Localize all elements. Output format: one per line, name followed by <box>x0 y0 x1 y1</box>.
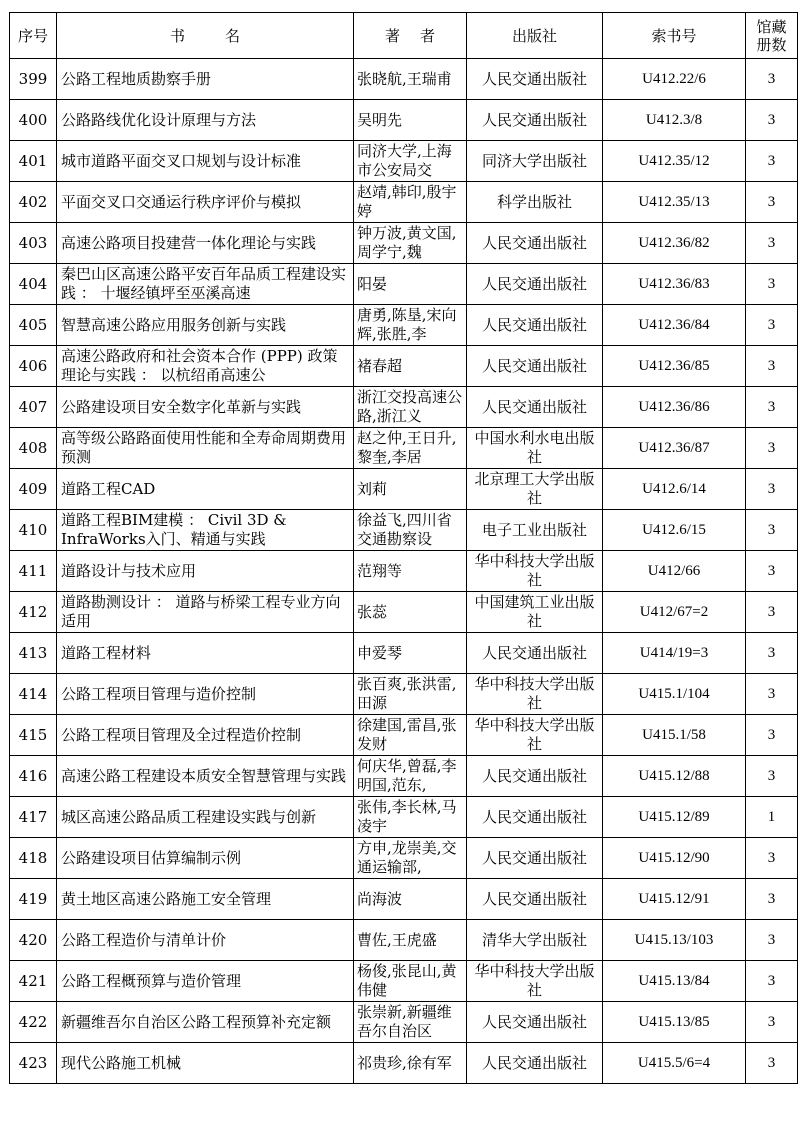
cell-title <box>57 551 354 592</box>
header-author <box>354 13 467 59</box>
cell-call-number: U412.3/8 <box>603 100 746 141</box>
book-catalog-table <box>9 12 798 1084</box>
cell-author-text: 张蕊 <box>357 602 388 621</box>
cell-author <box>354 920 467 961</box>
cell-author <box>354 551 467 592</box>
cell-call-number: U415.13/103 <box>603 920 746 961</box>
cell-publisher <box>467 223 603 264</box>
cell-call-number: U415.12/90 <box>603 838 746 879</box>
table-row <box>10 838 798 879</box>
cell-author <box>354 59 467 100</box>
table-row <box>10 305 798 346</box>
cell-author <box>354 633 467 674</box>
cell-title-text: 智慧高速公路应用服务创新与实践 <box>61 315 287 334</box>
cell-title <box>57 715 354 756</box>
cell-author <box>354 838 467 879</box>
cell-copies: 3 <box>746 551 798 592</box>
cell-publisher <box>467 141 603 182</box>
cell-publisher-text: 华中科技大学出版社 <box>474 675 595 712</box>
cell-copies: 3 <box>746 182 798 223</box>
cell-call-number: U412.36/84 <box>603 305 746 346</box>
cell-publisher-text: 人民交通出版社 <box>481 397 587 416</box>
cell-call-number: U412.35/13 <box>603 182 746 223</box>
cell-title-text: 秦巴山区高速公路平安百年品质工程建设实践 ： 十堰经镇坪至巫溪高速 <box>61 265 347 302</box>
cell-author-text: 赵之仲,王日升,黎奎,李居 <box>357 429 457 466</box>
cell-seq: 404 <box>10 264 57 305</box>
cell-author-text: 张崇新,新疆维吾尔自治区 <box>357 1003 452 1040</box>
cell-publisher-text: 人民交通出版社 <box>481 848 587 867</box>
table-row <box>10 428 798 469</box>
cell-title <box>57 305 354 346</box>
cell-seq: 414 <box>10 674 57 715</box>
table-row <box>10 961 798 1002</box>
cell-author <box>354 223 467 264</box>
cell-author-text: 吴明先 <box>357 110 403 129</box>
cell-author-text: 尚海波 <box>357 889 403 908</box>
cell-call-number: U412.35/12 <box>603 141 746 182</box>
cell-title-text: 公路路线优化设计原理与方法 <box>61 110 257 129</box>
cell-seq: 421 <box>10 961 57 1002</box>
header-seq: 序号 <box>10 13 57 59</box>
cell-author-text: 刘莉 <box>357 479 388 498</box>
cell-title-text: 道路设计与技术应用 <box>61 561 197 580</box>
cell-title <box>57 920 354 961</box>
cell-publisher-text: 科学出版社 <box>496 192 572 211</box>
cell-author <box>354 674 467 715</box>
cell-publisher <box>467 838 603 879</box>
cell-title-text: 平面交叉口交通运行秩序评价与模拟 <box>61 192 302 211</box>
cell-seq: 403 <box>10 223 57 264</box>
cell-author <box>354 387 467 428</box>
cell-title <box>57 592 354 633</box>
cell-title-text: 高速公路工程建设本质安全智慧管理与实践 <box>61 766 347 785</box>
cell-publisher-text: 人民交通出版社 <box>481 1012 587 1031</box>
table-row <box>10 223 798 264</box>
cell-publisher-text: 北京理工大学出版社 <box>474 470 595 507</box>
cell-title <box>57 59 354 100</box>
cell-title-text: 公路工程地质勘察手册 <box>61 69 212 88</box>
cell-copies: 3 <box>746 223 798 264</box>
cell-author-text: 唐勇,陈垦,宋向辉,张胜,李 <box>357 306 457 343</box>
cell-title-text: 高速公路项目投建营一体化理论与实践 <box>61 233 317 252</box>
header-author-label: 著者 <box>384 26 455 45</box>
cell-publisher-text: 人民交通出版社 <box>481 1053 587 1072</box>
cell-publisher-text: 人民交通出版社 <box>481 110 587 129</box>
cell-publisher <box>467 387 603 428</box>
cell-author <box>354 346 467 387</box>
cell-seq: 417 <box>10 797 57 838</box>
cell-seq: 420 <box>10 920 57 961</box>
cell-author-text: 方申,龙崇美,交通运输部, <box>357 839 457 876</box>
cell-title <box>57 469 354 510</box>
cell-author <box>354 756 467 797</box>
cell-author <box>354 182 467 223</box>
cell-title <box>57 346 354 387</box>
cell-title <box>57 674 354 715</box>
cell-publisher <box>467 797 603 838</box>
cell-copies: 3 <box>746 920 798 961</box>
cell-title-text: 公路工程概预算与造价管理 <box>61 971 242 990</box>
cell-copies: 3 <box>746 838 798 879</box>
cell-title-text: 公路建设项目估算编制示例 <box>61 848 242 867</box>
cell-seq: 413 <box>10 633 57 674</box>
cell-author-text: 祁贵珍,徐有军 <box>357 1053 452 1072</box>
cell-call-number: U412.36/83 <box>603 264 746 305</box>
cell-call-number: U412.22/6 <box>603 59 746 100</box>
cell-title <box>57 879 354 920</box>
cell-author-text: 申爱琴 <box>357 643 403 662</box>
table-row <box>10 592 798 633</box>
cell-call-number: U415.13/85 <box>603 1002 746 1043</box>
cell-seq: 422 <box>10 1002 57 1043</box>
cell-author-text: 张百爽,张洪雷,田源 <box>357 675 457 712</box>
cell-author <box>354 1043 467 1084</box>
cell-publisher <box>467 100 603 141</box>
cell-publisher <box>467 182 603 223</box>
cell-publisher-text: 人民交通出版社 <box>481 807 587 826</box>
cell-title-text: 道路工程CAD <box>61 479 156 498</box>
cell-title <box>57 141 354 182</box>
cell-publisher-text: 华中科技大学出版社 <box>474 552 595 589</box>
table-row <box>10 59 798 100</box>
cell-publisher <box>467 592 603 633</box>
table-row <box>10 100 798 141</box>
cell-author <box>354 141 467 182</box>
cell-title-text: 公路工程项目管理与造价控制 <box>61 684 257 703</box>
cell-publisher <box>467 551 603 592</box>
cell-call-number: U414/19=3 <box>603 633 746 674</box>
table-row <box>10 1002 798 1043</box>
cell-publisher-text: 人民交通出版社 <box>481 274 587 293</box>
cell-title-text: 现代公路施工机械 <box>61 1053 182 1072</box>
cell-seq: 405 <box>10 305 57 346</box>
cell-copies: 3 <box>746 264 798 305</box>
cell-copies: 3 <box>746 879 798 920</box>
table-row <box>10 633 798 674</box>
cell-author-text: 杨俊,张昆山,黄伟健 <box>357 962 457 999</box>
cell-title <box>57 428 354 469</box>
cell-publisher-text: 人民交通出版社 <box>481 766 587 785</box>
cell-title <box>57 100 354 141</box>
table-row <box>10 141 798 182</box>
cell-call-number: U412.36/85 <box>603 346 746 387</box>
cell-publisher <box>467 510 603 551</box>
cell-title <box>57 1002 354 1043</box>
cell-seq: 402 <box>10 182 57 223</box>
cell-publisher <box>467 264 603 305</box>
cell-publisher <box>467 961 603 1002</box>
cell-publisher <box>467 59 603 100</box>
cell-call-number: U412.6/15 <box>603 510 746 551</box>
cell-author <box>354 592 467 633</box>
cell-title-text: 公路工程造价与清单计价 <box>61 930 227 949</box>
table-row <box>10 797 798 838</box>
cell-seq: 406 <box>10 346 57 387</box>
cell-author-text: 徐益飞,四川省交通勘察设 <box>357 511 452 548</box>
cell-publisher <box>467 674 603 715</box>
cell-copies: 1 <box>746 797 798 838</box>
cell-title <box>57 264 354 305</box>
cell-seq: 408 <box>10 428 57 469</box>
table-row <box>10 756 798 797</box>
cell-title-text: 公路建设项目安全数字化革新与实践 <box>61 397 302 416</box>
cell-call-number: U412.6/14 <box>603 469 746 510</box>
cell-title-text: 道路工程BIM建模 ： Civil 3D & InfraWorks入门、精通与实践 <box>61 511 287 548</box>
cell-call-number: U415.12/91 <box>603 879 746 920</box>
cell-copies: 3 <box>746 1043 798 1084</box>
cell-publisher-text: 人民交通出版社 <box>481 643 587 662</box>
cell-publisher-text: 中国水利水电出版社 <box>474 429 595 466</box>
table-header <box>10 13 798 59</box>
cell-copies: 3 <box>746 1002 798 1043</box>
cell-copies: 3 <box>746 387 798 428</box>
table-row <box>10 715 798 756</box>
cell-publisher <box>467 633 603 674</box>
cell-title <box>57 797 354 838</box>
cell-publisher-text: 人民交通出版社 <box>481 233 587 252</box>
cell-author-text: 阳晏 <box>357 274 388 293</box>
cell-title-text: 道路勘测设计 ： 道路与桥梁工程专业方向适用 <box>61 593 341 630</box>
table-row <box>10 182 798 223</box>
cell-publisher-text: 人民交通出版社 <box>481 356 587 375</box>
header-call-number: 索书号 <box>603 13 746 59</box>
cell-title-text: 城区高速公路品质工程建设实践与创新 <box>61 807 317 826</box>
cell-title-text: 城市道路平面交叉口规划与设计标准 <box>61 151 302 170</box>
cell-call-number: U415.12/89 <box>603 797 746 838</box>
cell-author <box>354 715 467 756</box>
cell-publisher-text: 人民交通出版社 <box>481 889 587 908</box>
cell-copies: 3 <box>746 633 798 674</box>
cell-author <box>354 264 467 305</box>
cell-publisher <box>467 428 603 469</box>
cell-author <box>354 469 467 510</box>
header-copies-line2: 册数 <box>756 35 787 54</box>
header-copies <box>746 13 798 59</box>
cell-copies: 3 <box>746 100 798 141</box>
cell-publisher-text: 同济大学出版社 <box>481 151 587 170</box>
cell-author <box>354 428 467 469</box>
cell-title <box>57 182 354 223</box>
cell-seq: 409 <box>10 469 57 510</box>
cell-publisher <box>467 346 603 387</box>
cell-copies: 3 <box>746 756 798 797</box>
cell-publisher-text: 华中科技大学出版社 <box>474 962 595 999</box>
cell-author <box>354 1002 467 1043</box>
cell-seq: 407 <box>10 387 57 428</box>
cell-call-number: U415.13/84 <box>603 961 746 1002</box>
cell-copies: 3 <box>746 305 798 346</box>
header-copies-line1: 馆藏 <box>756 17 787 36</box>
cell-author <box>354 797 467 838</box>
cell-seq: 423 <box>10 1043 57 1084</box>
cell-copies: 3 <box>746 674 798 715</box>
table-row <box>10 346 798 387</box>
cell-title-text: 道路工程材料 <box>61 643 152 662</box>
cell-call-number: U415.1/58 <box>603 715 746 756</box>
cell-title-text: 高速公路政府和社会资本合作 (PPP) 政策理论与实践 ： 以杭绍甬高速公 <box>61 347 338 384</box>
cell-author <box>354 510 467 551</box>
cell-publisher-text: 华中科技大学出版社 <box>474 716 595 753</box>
cell-publisher <box>467 756 603 797</box>
cell-seq: 415 <box>10 715 57 756</box>
cell-publisher-text: 电子工业出版社 <box>481 520 587 539</box>
cell-author <box>354 961 467 1002</box>
cell-author-text: 张伟,李长林,马凌宇 <box>357 798 457 835</box>
cell-publisher <box>467 1002 603 1043</box>
table-body <box>10 59 798 1084</box>
cell-title-text: 新疆维吾尔自治区公路工程预算补充定额 <box>61 1012 332 1031</box>
cell-call-number: U412.36/86 <box>603 387 746 428</box>
cell-title <box>57 633 354 674</box>
header-row <box>10 13 798 59</box>
table-row <box>10 264 798 305</box>
cell-copies: 3 <box>746 510 798 551</box>
cell-seq: 419 <box>10 879 57 920</box>
cell-publisher-text: 人民交通出版社 <box>481 69 587 88</box>
cell-publisher <box>467 305 603 346</box>
cell-seq: 400 <box>10 100 57 141</box>
cell-call-number: U412/67=2 <box>603 592 746 633</box>
cell-title <box>57 838 354 879</box>
cell-publisher <box>467 879 603 920</box>
cell-author-text: 赵靖,韩印,殷宇婷 <box>357 183 457 220</box>
cell-call-number: U412.36/87 <box>603 428 746 469</box>
cell-author-text: 褚春超 <box>357 356 403 375</box>
cell-copies: 3 <box>746 592 798 633</box>
cell-copies: 3 <box>746 469 798 510</box>
cell-title <box>57 223 354 264</box>
cell-publisher <box>467 469 603 510</box>
cell-copies: 3 <box>746 59 798 100</box>
table-row <box>10 510 798 551</box>
table-row <box>10 879 798 920</box>
cell-author <box>354 100 467 141</box>
cell-author-text: 同济大学,上海市公安局交 <box>357 142 452 179</box>
cell-call-number: U412/66 <box>603 551 746 592</box>
cell-title <box>57 1043 354 1084</box>
table-row <box>10 387 798 428</box>
cell-author-text: 钟万波,黄文国,周学宁,魏 <box>357 224 457 261</box>
cell-copies: 3 <box>746 346 798 387</box>
cell-title <box>57 510 354 551</box>
cell-seq: 412 <box>10 592 57 633</box>
cell-author-text: 何庆华,曾磊,李明国,范东, <box>357 757 457 794</box>
cell-seq: 416 <box>10 756 57 797</box>
cell-copies: 3 <box>746 715 798 756</box>
cell-author-text: 曹佐,王虎盛 <box>357 930 437 949</box>
cell-seq: 410 <box>10 510 57 551</box>
cell-title <box>57 387 354 428</box>
cell-author-text: 范翔等 <box>357 561 403 580</box>
header-title <box>57 13 354 59</box>
cell-publisher <box>467 920 603 961</box>
cell-author-text: 张晓航,王瑞甫 <box>357 69 452 88</box>
cell-title <box>57 961 354 1002</box>
table-row <box>10 920 798 961</box>
cell-copies: 3 <box>746 141 798 182</box>
cell-publisher-text: 清华大学出版社 <box>481 930 587 949</box>
cell-title-text: 高等级公路路面使用性能和全寿命周期费用预测 <box>61 429 347 466</box>
cell-call-number: U415.12/88 <box>603 756 746 797</box>
cell-publisher <box>467 1043 603 1084</box>
cell-title-text: 公路工程项目管理及全过程造价控制 <box>61 725 302 744</box>
table-row <box>10 469 798 510</box>
cell-title <box>57 756 354 797</box>
cell-copies: 3 <box>746 961 798 1002</box>
cell-seq: 399 <box>10 59 57 100</box>
table-row <box>10 551 798 592</box>
cell-author-text: 浙江交投高速公路,浙江义 <box>357 388 463 425</box>
cell-author-text: 徐建国,雷昌,张发财 <box>357 716 457 753</box>
cell-seq: 401 <box>10 141 57 182</box>
cell-publisher-text: 人民交通出版社 <box>481 315 587 334</box>
header-publisher: 出版社 <box>467 13 603 59</box>
header-title-label: 书名 <box>169 26 280 45</box>
table-row <box>10 1043 798 1084</box>
cell-call-number: U415.5/6=4 <box>603 1043 746 1084</box>
cell-publisher-text: 中国建筑工业出版社 <box>474 593 595 630</box>
cell-author <box>354 305 467 346</box>
cell-call-number: U415.1/104 <box>603 674 746 715</box>
cell-seq: 418 <box>10 838 57 879</box>
table-row <box>10 674 798 715</box>
cell-author <box>354 879 467 920</box>
cell-seq: 411 <box>10 551 57 592</box>
cell-call-number: U412.36/82 <box>603 223 746 264</box>
cell-copies: 3 <box>746 428 798 469</box>
cell-title-text: 黄土地区高速公路施工安全管理 <box>61 889 272 908</box>
cell-publisher <box>467 715 603 756</box>
